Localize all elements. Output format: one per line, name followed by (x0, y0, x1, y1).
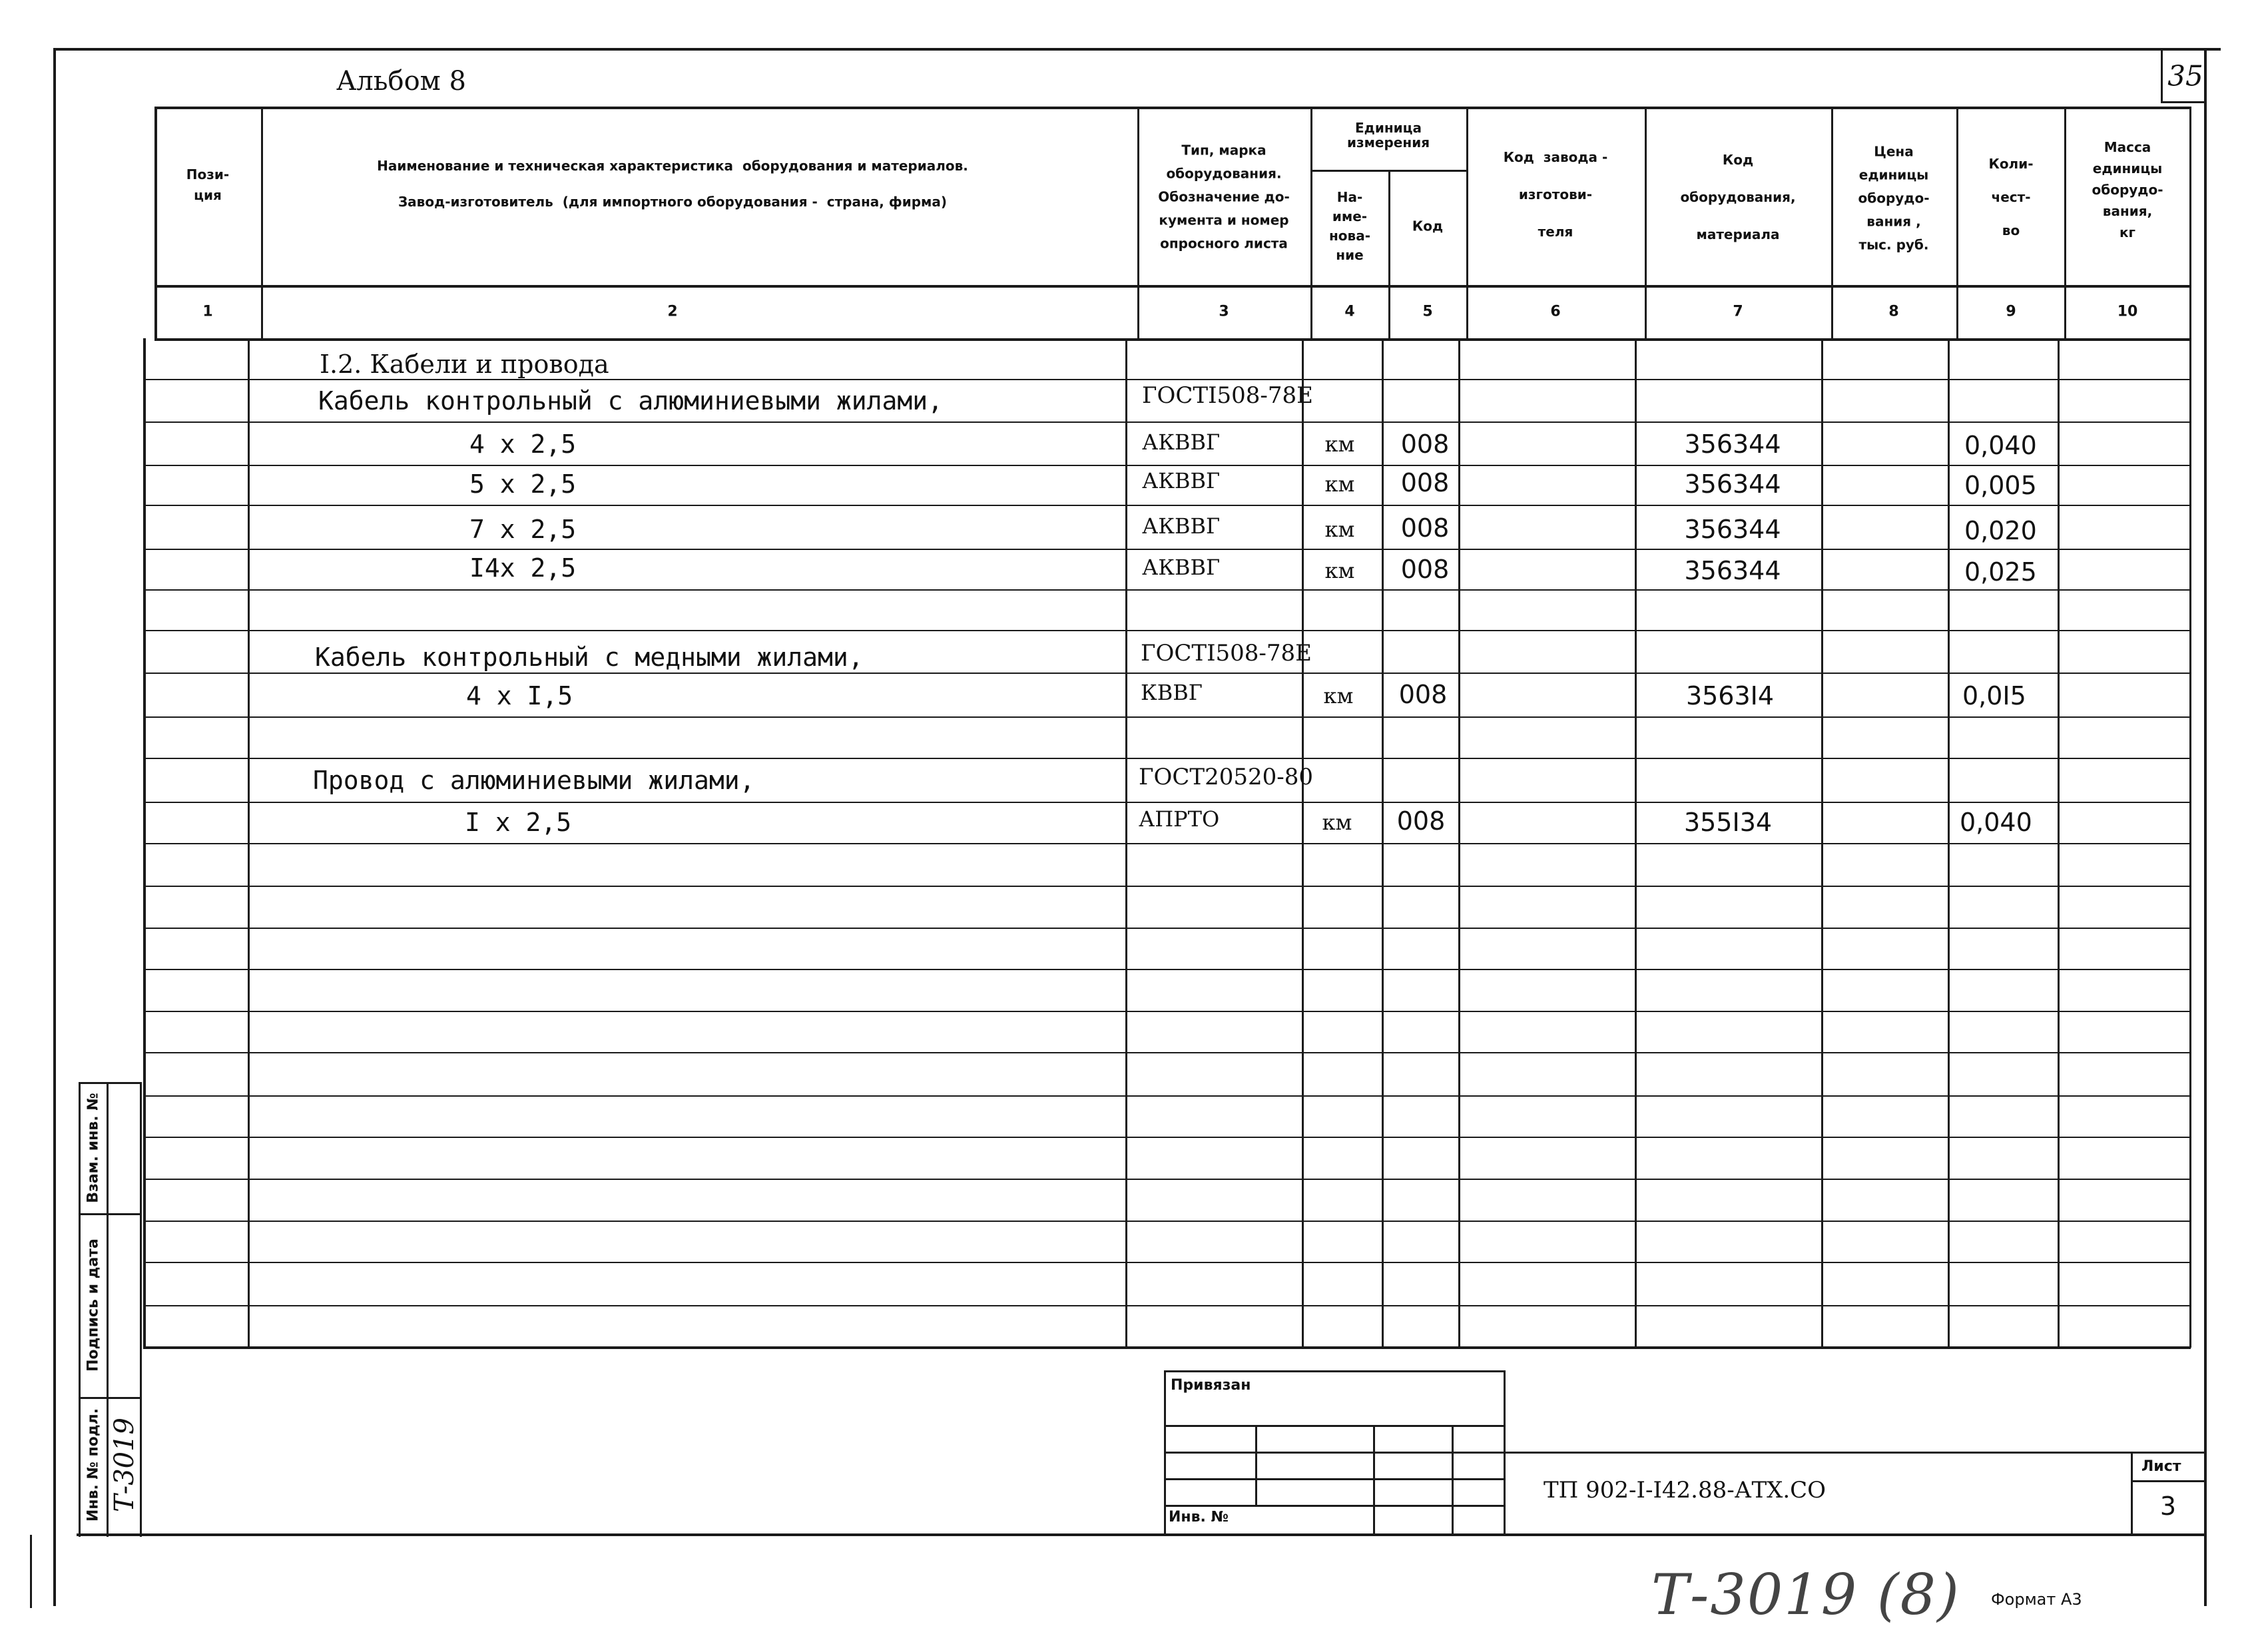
table-row-3-name: 5 х 2,5 (469, 469, 577, 499)
table-row-3-unit-code: 008 (1400, 468, 1450, 497)
table-row-line (145, 1262, 2191, 1263)
table-row-3-unit: км (1324, 471, 1355, 497)
table-row-line (145, 928, 2191, 929)
table-row-0-name: I.2. Кабели и провода (320, 350, 609, 379)
side-strip-top (79, 1082, 142, 1084)
side-label-inv-value: Т-3019 (109, 1418, 140, 1512)
side-label-inv: Инв. № подл. (85, 1408, 102, 1522)
stamp-row-1 (1164, 1425, 1505, 1427)
table-row-5-unit-code: 008 (1400, 555, 1450, 584)
table-row-2-unit: км (1324, 431, 1355, 457)
table-row-2-name: 4 х 2,5 (469, 429, 577, 459)
sheet-box-left (2131, 1452, 2133, 1535)
col-number-7: 7 (1733, 303, 1743, 320)
table-row-3-code: 356344 (1684, 469, 1781, 499)
table-row-line (145, 421, 2191, 423)
table-row-line (145, 758, 2191, 759)
footer-tick-left (30, 1535, 32, 1608)
side-strip-right (140, 1082, 142, 1537)
table-row-4-name: 7 х 2,5 (469, 515, 577, 544)
format-label: Формат А3 (1991, 1590, 2082, 1609)
table-row-9-unit: км (1322, 810, 1352, 835)
table-row-7-unit: км (1323, 683, 1354, 708)
col-header-mass: Масса единицы оборудо- вания, кг (2092, 139, 2163, 240)
table-row-7-name: 4 х I,5 (466, 681, 573, 710)
table-row-line (145, 549, 2191, 550)
col-number-6: 6 (1550, 303, 1561, 320)
table-row-9-qty: 0,040 (1960, 808, 2032, 837)
side-strip-inner (107, 1082, 109, 1537)
col-header-unit-name: На- име- нова- ние (1328, 189, 1371, 263)
table-row-line (145, 969, 2191, 970)
stamp-privyazan: Привязан (1171, 1377, 1251, 1394)
table-row-line (145, 802, 2191, 803)
col-line-9 (2064, 107, 2066, 340)
title-block-line (1505, 1452, 2205, 1454)
page-number-box-bottom (2161, 101, 2206, 103)
table-row-5-name: I4х 2,5 (469, 553, 577, 583)
side-strip-div-2 (79, 1397, 142, 1399)
table-bottom (143, 1346, 2191, 1349)
table-row-line (145, 1095, 2191, 1097)
col-number-10: 10 (2117, 303, 2138, 320)
side-strip-left (79, 1082, 81, 1537)
table-row-line (145, 630, 2191, 631)
table-row-line (145, 673, 2191, 674)
table-row-2-code: 356344 (1684, 429, 1781, 459)
stamp-col-3 (1452, 1425, 1454, 1535)
table-top (154, 107, 2191, 109)
col-header-quantity: Коли- чест- во (1988, 156, 2034, 238)
col-line-3 (1310, 107, 1312, 340)
numbers-bottom (154, 338, 2191, 341)
col-line-1 (261, 107, 263, 340)
stamp-box-top (1164, 1370, 1505, 1372)
table-row-line (145, 505, 2191, 506)
col-line-8 (1956, 107, 1958, 340)
col-line-4 (1388, 170, 1390, 340)
col-header-name: Наименование и техническая характеристика оборудования и материалов. Завод-изготовитель (для импортного оборудования - страна, фирма) (377, 158, 968, 210)
table-row-9-type: АПРТО (1139, 806, 1220, 832)
frame-right (2204, 48, 2207, 1606)
table-row-line (145, 1305, 2191, 1306)
table-row-9-code: 355I34 (1683, 808, 1773, 837)
table-row-5-unit: км (1324, 558, 1355, 583)
frame-left (53, 48, 56, 1606)
handwritten-inventory-number: Т-3019 (8) (1651, 1562, 1960, 1627)
table-row-5-type: АКВВГ (1142, 555, 1221, 580)
col-header-unit-code: Код (1412, 218, 1444, 234)
col-header-factory-code: Код завода - изготови- теля (1503, 149, 1608, 240)
table-row-7-code: 3563I4 (1685, 681, 1775, 710)
col-number-1: 1 (202, 303, 213, 320)
table-row-8-name: Провод с алюминиевыми жилами, (313, 766, 755, 795)
stamp-row-4 (1164, 1505, 1505, 1507)
col-header-price: Цена единицы оборудо- вания , тыс. руб. (1858, 143, 1930, 253)
table-row-4-type: АКВВГ (1142, 513, 1221, 539)
col-number-8: 8 (1888, 303, 1899, 320)
col-header-material-code: Код оборудования, материала (1680, 152, 1796, 242)
table-row-line (145, 379, 2191, 380)
col-number-4: 4 (1344, 303, 1355, 320)
sheet-box-div (2131, 1480, 2205, 1482)
col-line-7 (1831, 107, 1833, 340)
col-line-0 (154, 107, 157, 340)
table-row-line (145, 1179, 2191, 1180)
side-label-podpis: Подпись и дата (85, 1239, 102, 1372)
table-row-7-qty: 0,0I5 (1962, 681, 2026, 710)
table-row-line (145, 589, 2191, 591)
side-label-vzam: Взам. инв. № (85, 1093, 102, 1203)
col-header-position: Пози- ция (186, 166, 230, 203)
sheet-label: Лист (2141, 1458, 2181, 1475)
table-row-9-unit-code: 008 (1396, 806, 1446, 836)
col-number-3: 3 (1219, 303, 1229, 320)
stamp-col-2 (1373, 1425, 1375, 1535)
side-strip-div-1 (79, 1213, 142, 1215)
sheet-number: 3 (2159, 1492, 2177, 1521)
table-row-8-type: ГОСТ20520-80 (1139, 764, 1313, 790)
table-row-3-qty: 0,005 (1964, 471, 2037, 500)
col-line-2 (1137, 107, 1139, 340)
table-row-line (145, 1052, 2191, 1053)
table-row-4-unit-code: 008 (1400, 513, 1450, 543)
table-row-1-type: ГОСТI508-78Е (1142, 382, 1313, 409)
table-row-6-name: Кабель контрольный с медными жилами, (315, 643, 864, 672)
col-line-6 (1645, 107, 1647, 340)
table-row-line (145, 843, 2191, 844)
table-row-3-type: АКВВГ (1142, 468, 1221, 493)
table-row-line (145, 716, 2191, 718)
table-row-line (145, 1137, 2191, 1138)
table-row-2-unit-code: 008 (1400, 429, 1450, 459)
col-number-9: 9 (2006, 303, 2016, 320)
frame-bottom (77, 1533, 2205, 1536)
col-line-5 (1466, 107, 1468, 340)
col-header-type: Тип, марка оборудования. Обозначение до- кумента и номер опросного листа (1158, 142, 1290, 252)
stamp-inv-no: Инв. № (1169, 1509, 1229, 1525)
col-line-10 (2189, 107, 2191, 1348)
table-row-6-type: ГОСТI508-78Е (1141, 640, 1312, 667)
header-bottom (154, 285, 2191, 288)
table-row-7-type: КВВГ (1141, 680, 1203, 705)
table-row-line (145, 1011, 2191, 1012)
album-title: Альбом 8 (336, 66, 466, 97)
page-number: 35 (2167, 59, 2203, 93)
stamp-row-2 (1164, 1452, 1505, 1454)
document-code: ТП 902-I-I42.88-АТХ.СО (1544, 1477, 1827, 1504)
col-number-2: 2 (667, 303, 678, 320)
table-row-4-qty: 0,020 (1964, 516, 2037, 545)
table-row-2-qty: 0,040 (1964, 431, 2037, 460)
col-number-5: 5 (1422, 303, 1433, 320)
stamp-col-1 (1255, 1425, 1257, 1505)
stamp-row-3 (1164, 1478, 1505, 1480)
table-row-line (145, 886, 2191, 887)
table-row-7-unit-code: 008 (1398, 680, 1448, 709)
table-row-4-unit: км (1324, 517, 1355, 542)
frame-top (53, 48, 2221, 51)
table-row-9-name: I х 2,5 (465, 808, 572, 837)
table-row-5-qty: 0,025 (1964, 557, 2037, 587)
table-row-2-type: АКВВГ (1142, 429, 1221, 455)
table-row-4-code: 356344 (1684, 515, 1781, 544)
table-row-line (145, 1221, 2191, 1222)
page-number-box-left (2161, 48, 2163, 103)
table-row-line (145, 465, 2191, 466)
table-row-5-code: 356344 (1684, 556, 1781, 585)
table-row-1-name: Кабель контрольный с алюминиевыми жилами, (318, 386, 943, 415)
col-header-unit: Единица измерения (1346, 120, 1430, 150)
